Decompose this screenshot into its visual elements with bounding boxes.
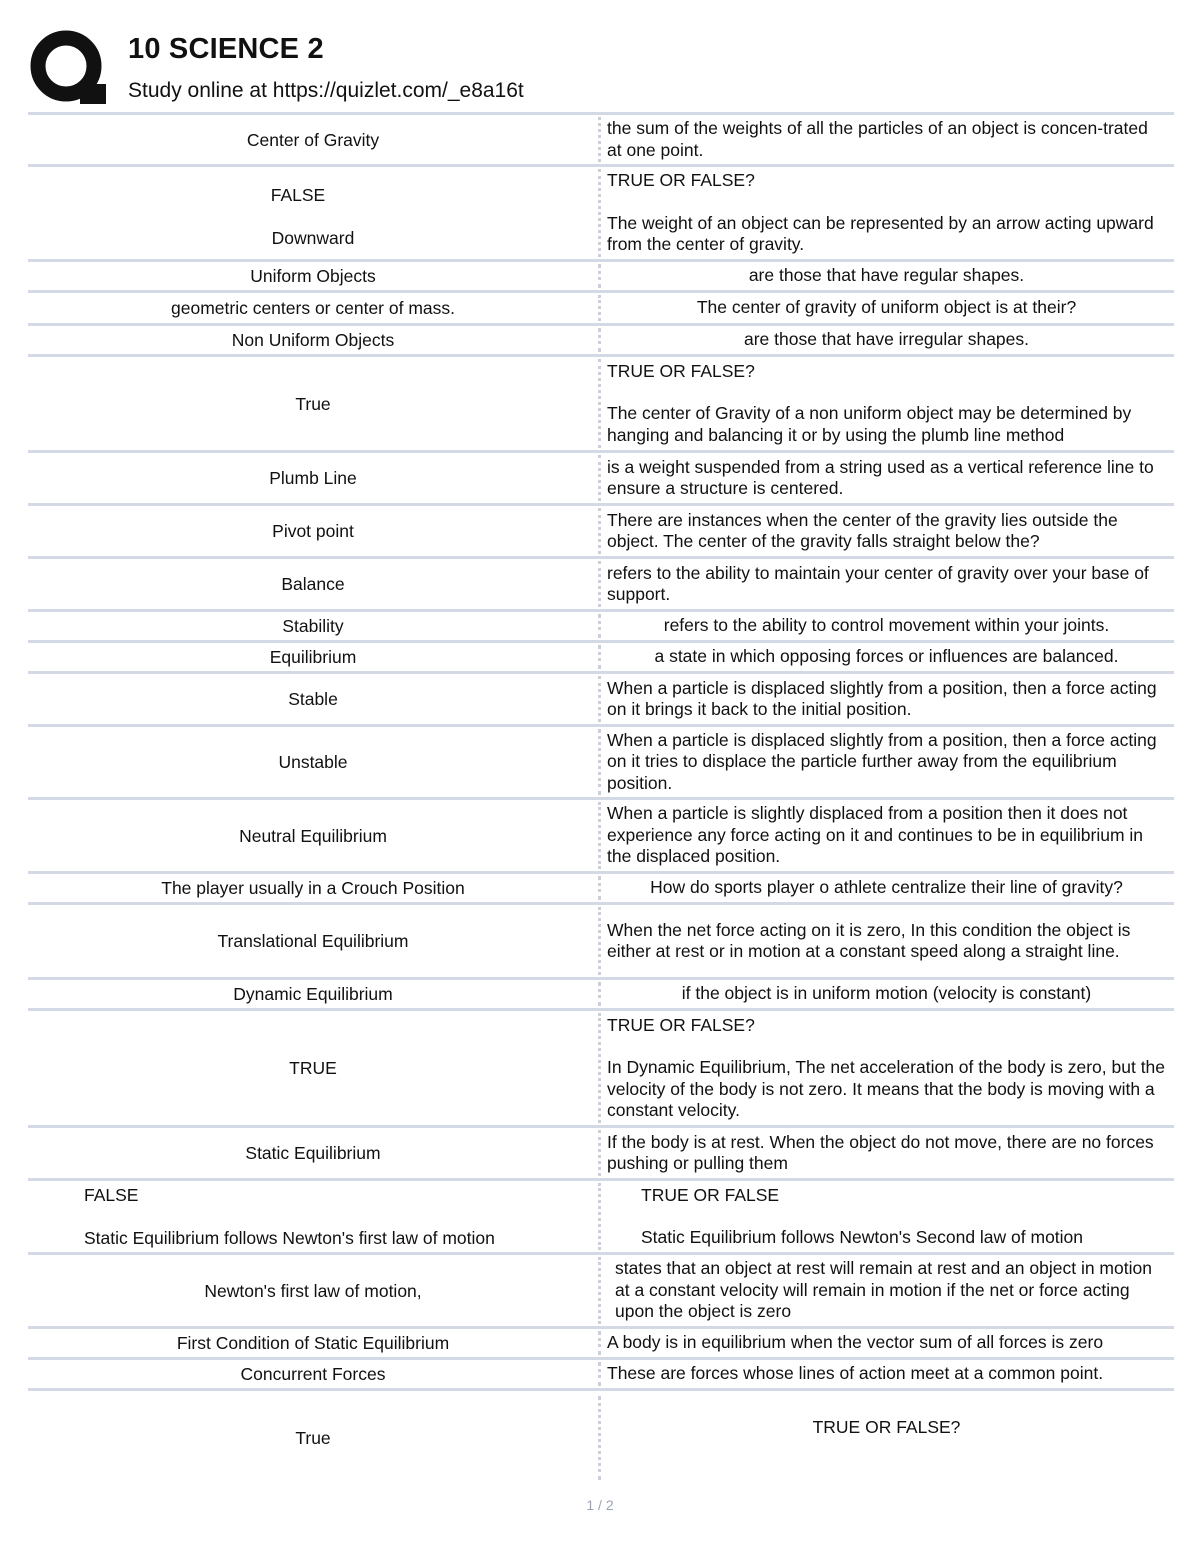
term-cell: Plumb Line [269,468,357,488]
definition-cell: When the net force acting on it is zero, In this condition the object is either at rest or in motion at a constant speed along a straight line. [607,919,1131,961]
table-row [28,453,1174,506]
table-row [28,980,1174,1011]
page-title: 10 SCIENCE 2 [128,33,324,65]
term-cell: Newton's first law of motion, [204,1280,422,1301]
table-row [28,800,1174,874]
table-row [28,167,1174,262]
definition-cell: If the body is at rest. When the object do not move, there are no forces pushing or pulling them [607,1131,1154,1173]
definition-cell: TRUE OR FALSE? [812,1417,961,1438]
definition-cell: are those that have regular shapes. [748,265,1025,286]
definition-statement: Static Equilibrium follows Newton's Second law of motion [641,1227,1084,1247]
table-row [28,506,1174,559]
term-cell: The player usually in a Crouch Position [161,878,465,898]
definition-cell: When a particle is displaced slightly from a position, then a force acting on it brings it back to the initial position. [607,677,1157,719]
table-row [28,1181,1174,1255]
table-row [28,612,1174,643]
definition-question: TRUE OR FALSE? [607,1014,755,1035]
quizlet-logo-icon [30,30,106,106]
definition-cell: How do sports player o athlete centralize their line of gravity? [650,877,1123,898]
definition-cell: a state in which opposing forces or influences are balanced. [654,646,1119,667]
definition-cell: refers to the ability to maintain your center of gravity over your base of support. [607,562,1149,604]
term-cell: Static Equilibrium [245,1143,381,1163]
definition-statement: The center of Gravity of a non uniform object may be determined by hanging and balancing it or by using the plumb line method [607,403,1132,445]
study-link[interactable]: Study online at https://quizlet.com/_e8a16t [128,79,524,102]
table-row [28,1255,1174,1329]
table-row [28,905,1174,980]
table-row [28,1360,1174,1391]
table-row [28,262,1174,293]
term-cell: Stable [288,689,338,709]
term-cell [28,167,598,259]
definition-question: TRUE OR FALSE? [607,170,755,191]
definition-cell: When a particle is displaced slightly from a position, then a force acting on it tries to displace the particle further away from the equilibrium position. [607,729,1157,793]
term-cell: Dynamic Equilibrium [233,984,393,1004]
term-cell: Equilibrium [269,647,357,667]
definition-statement: The weight of an object can be represented by an arrow acting upward from the center of gravity. [607,212,1154,255]
definition-statement: In Dynamic Equilibrium, The net acceleration of the body is zero, but the velocity of the body is not zero. It means that the body is moving with a constant velocity. [607,1057,1166,1120]
table-row [28,357,1174,453]
term-answer: FALSE [270,184,326,205]
table-row [28,674,1174,727]
term-cell: Uniform Objects [250,266,376,286]
table-row [28,1394,1174,1482]
flashcard-table [28,112,1174,1482]
term-cell: True [295,1428,331,1448]
term-cell: Non Uniform Objects [231,330,395,350]
definition-cell [601,167,1174,259]
definition-cell: states that an object at rest will remain at rest and an object in motion at a constant velocity will remain in motion if the net or force acting upon the object is zero [615,1258,1152,1322]
definition-cell: refers to the ability to control movement within your joints. [663,615,1110,636]
definition-question: TRUE OR FALSE? [607,360,755,381]
term-cell: Balance [281,574,345,594]
definition-cell: There are instances when the center of the gravity lies outside the object. The center of the gravity falls straight below the? [607,509,1118,551]
definition-cell: When a particle is slightly displaced from a position then it does not experience any force acting on it and continues to be in equilibrium in the displaced position. [607,803,1144,867]
table-row [28,874,1174,905]
term-detail: Static Equilibrium follows Newton's first law of motion [84,1228,495,1248]
definition-cell: These are forces whose lines of action meet at a common point. [607,1363,1104,1384]
page-number: 1 / 2 [586,1497,614,1513]
term-cell: Translational Equilibrium [217,931,409,951]
definition-cell: A body is in equilibrium when the vector sum of all forces is zero [607,1332,1104,1353]
table-row [28,643,1174,674]
term-answer: FALSE [84,1185,139,1205]
term-detail: Downward [271,227,355,248]
term-cell: geometric centers or center of mass. [171,298,455,318]
term-cell: Neutral Equilibrium [239,825,387,846]
definition-cell [601,1181,1174,1252]
definition-cell: the sum of the weights of all the particles of an object is concen-trated at one point. [607,118,1148,160]
table-row [28,326,1174,357]
table-row [28,1329,1174,1360]
table-row [28,1011,1174,1128]
definition-cell: The center of gravity of uniform object is at their? [696,297,1077,318]
definition-cell [601,357,1174,450]
table-row [28,559,1174,612]
table-row [28,727,1174,800]
term-cell [28,1181,598,1252]
table-row [28,293,1174,326]
table-row [28,1128,1174,1181]
term-cell: Stability [282,616,344,636]
term-cell: Pivot point [272,521,354,541]
definition-cell [601,1011,1174,1125]
term-cell: TRUE [289,1058,337,1078]
definition-cell: is a weight suspended from a string used as a vertical reference line to ensure a structure is centered. [607,456,1154,498]
term-cell: First Condition of Static Equilibrium [176,1333,450,1353]
term-cell: True [295,393,331,414]
page-header [0,0,1200,112]
table-row [28,115,1174,167]
definition-cell: if the object is in uniform motion (velocity is constant) [681,983,1092,1004]
term-cell: Concurrent Forces [240,1364,386,1384]
definition-cell: are those that have irregular shapes. [743,329,1030,350]
definition-question: TRUE OR FALSE [641,1184,780,1205]
term-cell: Unstable [278,752,348,772]
term-cell: Center of Gravity [246,129,380,150]
